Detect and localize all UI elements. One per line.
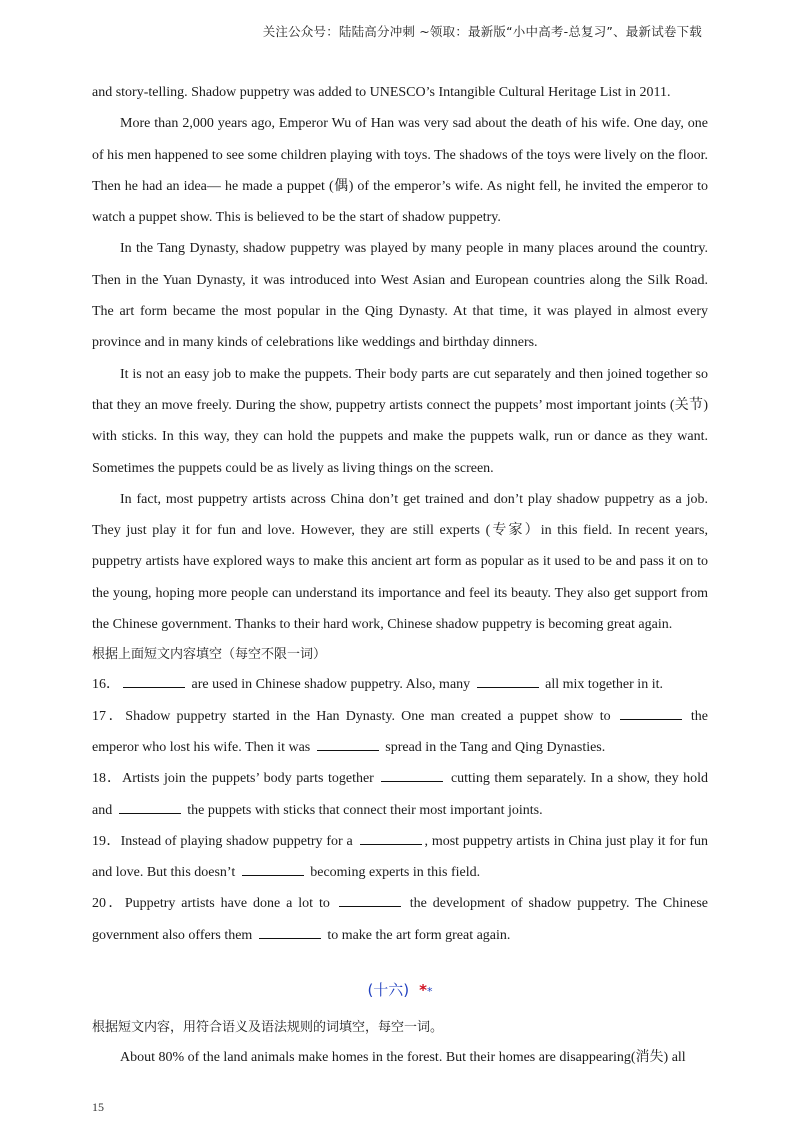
section-title — [92, 977, 708, 1005]
answer-blank[interactable] — [477, 675, 539, 688]
question-text: , most puppetry artists in China just play it for fun and love. But this doesn’t — [92, 833, 708, 881]
passage-paragraph: In fact, most puppetry artists across China don’t get trained and don’t play shadow puppetry as a job. They just play it for fun and love. However, they are still experts (专家）in this field. In recent years, puppetry artists have explored ways to make this ancient art form as popular as it used to be and pass it on to the young, hoping more people can understand its importance and feel its beauty. They also get support from the Chinese government. Thanks to their hard work, Chinese shadow puppetry is becoming great again. — [92, 491, 708, 633]
answer-blank[interactable] — [339, 894, 401, 907]
question-text: the emperor who lost his wife. Then it was — [92, 708, 708, 755]
question-number: 16． — [92, 677, 120, 693]
passage-paragraph: It is not an easy job to make the puppets. Their body parts are cut separately and then joined together so that they an move freely. During the show, puppetry artists connect the puppets’ most important joints (关节) with sticks. In this way, they can hold the puppets and make the puppets walk, run or dance as they want. Sometimes the puppets could be as lively as living things on the screen. — [92, 366, 708, 476]
page-header: 关注公众号：陆陆高分冲刺 ~领取：最新版“小中高考-总复习”、最新试卷下载 — [262, 24, 702, 39]
difficulty-stars: * — [419, 981, 428, 1000]
question-text: all mix together in it. — [541, 677, 663, 693]
question-text: spread in the Tang and Qing Dynasties. — [381, 739, 606, 755]
question-text: the puppets with sticks that connect their most important joints. — [183, 802, 543, 818]
question-text: Artists join the puppets’ body parts together — [122, 771, 379, 787]
question-text: Instead of playing shadow puppetry for a — [120, 833, 357, 849]
passage-paragraph: In the Tang Dynasty, shadow puppetry was played by many people in many places around the country. Then in the Yuan Dynasty, it was introduced into West Asian and European countries along the Silk Road. The art form became the most popular in the Qing Dynasty. At that time, it was played in almost every province and in many kinds of celebrations like weddings and birthday dinners. — [92, 241, 708, 351]
question-text: becoming experts in this field. — [306, 865, 481, 881]
question-text: are used in Chinese shadow puppetry. Also, many — [188, 677, 474, 693]
question-16 — [92, 669, 708, 700]
question-19 — [92, 826, 708, 889]
section-instruction: 根据短文内容，用符合语义及语法规则的词填空，每空一词。 — [92, 1020, 444, 1036]
answer-blank[interactable] — [119, 801, 181, 814]
answer-blank[interactable] — [259, 926, 321, 939]
question-text: Shadow puppetry started in the Han Dynasty. One man created a puppet show to — [125, 708, 617, 724]
question-text: Puppetry artists have done a lot to — [124, 896, 336, 912]
difficulty-star-small: * — [427, 985, 433, 999]
page-content — [92, 77, 708, 1073]
question-18 — [92, 763, 708, 826]
answer-blank[interactable] — [381, 769, 443, 782]
page-number: 15 — [92, 1100, 104, 1114]
answer-blank[interactable] — [317, 738, 379, 751]
question-text: the development of shadow puppetry. The Chinese government also offers them — [92, 896, 709, 943]
passage-paragraph: and story-telling. Shadow puppetry was added to UNESCO’s Intangible Cultural Heritage List in 2011. — [92, 85, 671, 100]
answer-blank[interactable] — [242, 863, 304, 876]
answer-blank[interactable] — [620, 707, 682, 720]
answer-blank[interactable] — [123, 675, 185, 688]
fill-blank-instruction: 根据上面短文内容填空（每空不限一词） — [92, 647, 327, 663]
question-17 — [92, 701, 708, 764]
passage-paragraph: More than 2,000 years ago, Emperor Wu of Han was very sad about the death of his wife. One day, one of his men happened to see some children playing with toys. The shadows of the toys were lively on the floor. Then he had an idea— he made a puppet (偶) of the emperor’s wife. As night fell, he invited the emperor to watch a puppet show. This is believed to be the start of shadow puppetry. — [92, 116, 708, 226]
question-number: 17． — [92, 708, 126, 724]
question-number: 20． — [92, 896, 125, 912]
question-text: cutting them separately. In a show, they hold and — [92, 771, 709, 818]
passage2-first-line: About 80% of the land animals make homes in the forest. But their homes are disappearing(消失) all — [120, 1050, 686, 1066]
question-text: to make the art form great again. — [323, 927, 511, 943]
question-number: 18． — [92, 771, 123, 787]
question-20 — [92, 888, 708, 951]
section-number: (十六) — [367, 981, 410, 1000]
answer-blank[interactable] — [360, 832, 422, 845]
question-number: 19． — [92, 833, 121, 849]
